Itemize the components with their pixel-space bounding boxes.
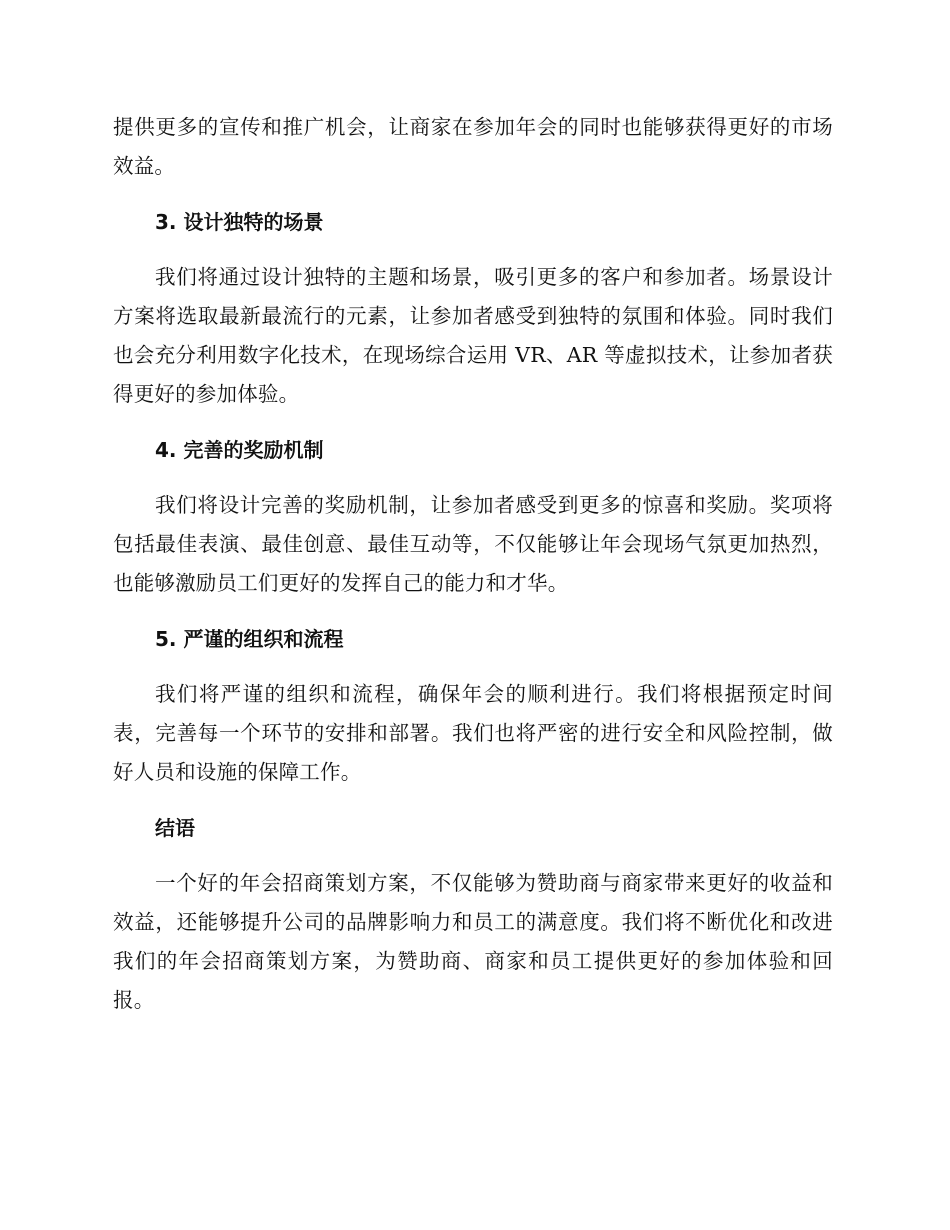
section-heading-reward-mechanism: 4. 完善的奖励机制	[155, 438, 324, 462]
section-body-conclusion: 一个好的年会招商策划方案，不仅能够为赞助商与商家带来更好的收益和效益，还能够提升公司的品牌影响力和员工的满意度。我们将不断优化和改进我们的年会招商策划方案，为赞助商、商家和员工提供更好的参加体验和回报。	[113, 871, 833, 1012]
continuation-paragraph: 提供更多的宣传和推广机会，让商家在参加年会的同时也能够获得更好的市场效益。	[113, 115, 833, 178]
section-body-reward-mechanism: 我们将设计完善的奖励机制，让参加者感受到更多的惊喜和奖励。奖项将包括最佳表演、最佳创意、最佳互动等，不仅能够让年会现场气氛更加热烈，也能够激励员工们更好的发挥自己的能力和才华。	[113, 493, 833, 595]
section-body-scene-design: 我们将通过设计独特的主题和场景，吸引更多的客户和参加者。场景设计方案将选取最新最流行的元素，让参加者感受到独特的氛围和体验。同时我们也会充分利用数字化技术，在现场综合运用 VR、AR 等虚拟技术，让参加者获得更好的参加体验。	[113, 265, 833, 406]
section-heading-organization-process: 5. 严谨的组织和流程	[155, 627, 344, 651]
section-heading-scene-design: 3. 设计独特的场景	[155, 210, 324, 234]
section-body-organization-process: 我们将严谨的组织和流程，确保年会的顺利进行。我们将根据预定时间表，完善每一个环节的安排和部署。我们也将严密的进行安全和风险控制，做好人员和设施的保障工作。	[113, 682, 833, 784]
document-body	[113, 108, 833, 1020]
section-heading-conclusion: 结语	[155, 816, 195, 840]
